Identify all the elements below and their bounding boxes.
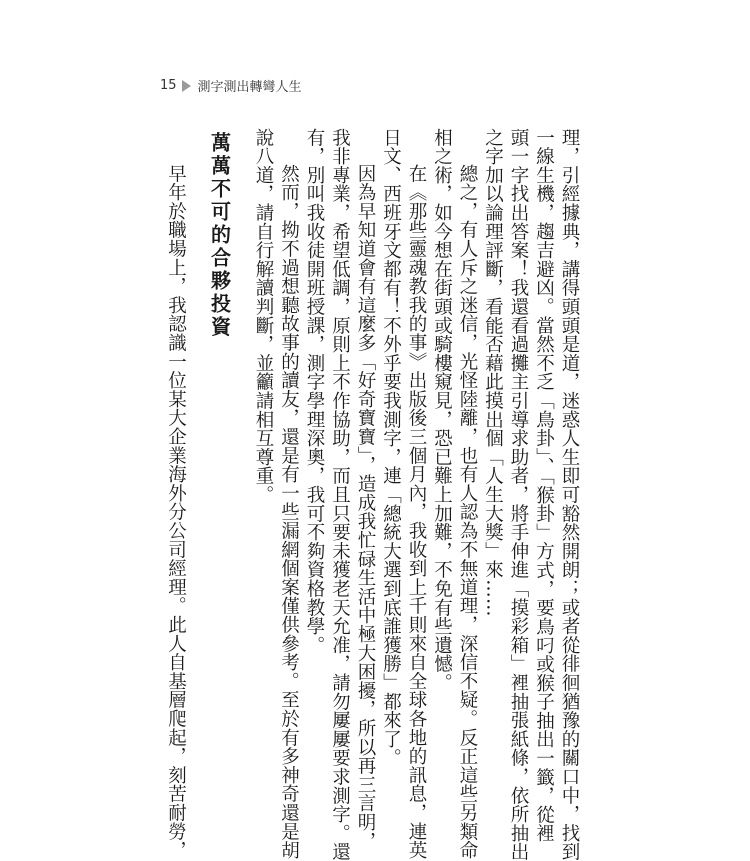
column-gap	[235, 128, 251, 728]
text-column: 然而，拗不過想聽故事的讀友，還是有一些漏網個案僅供參考。至於有多神奇還是胡	[278, 164, 300, 860]
triangle-arrow-icon	[182, 80, 191, 92]
text-column: 說八道，請自行解讀判斷，並籲請相互尊重。	[253, 128, 274, 504]
text-column: 我非專業，希望低調，原則上不作協助，而且只要未獲老天允准，請勿屢屢要求測字。還	[329, 128, 351, 861]
column-gap	[189, 128, 205, 728]
chapter-title: 測字測出轉彎人生	[197, 80, 302, 95]
text-column: 理，引經據典，講得頭頭是道，迷惑人生即可豁然開朗；或者從徘徊猶豫的關口中，找到	[559, 128, 580, 861]
text-column: 頭一字找出答案！我還看過攤主引導求助者，將手伸進「摸彩箱」裡抽張紙條，依所抽出	[508, 128, 529, 861]
text-column: 在《那些靈魂教我的事》出版後三個月內，我收到上千則來自全球各地的訊息，連英	[406, 164, 427, 860]
text-column: 一線生機，趨吉避凶。當然不乏「鳥卦」、「猴卦」方式，要鳥叼或猴子抽出一籤，從裡	[533, 128, 555, 843]
page-number: 15	[160, 78, 177, 93]
text-column: 因為早知道會有這麼多「好奇寶寶」，造成我忙碌生活中極大困擾，所以再三言明，	[355, 164, 376, 851]
text-column: 之字加以論理評斷，看能否藉此摸出個「人生大獎」來……	[482, 128, 504, 617]
text-column: 早年於職場上，我認識一位某大企業海外分公司經理。此人自基層爬起，刻苦耐勞，	[165, 164, 187, 860]
text-column: 相之術，如今想在街頭或騎樓窺見，恐已難上加難，不免有些遺憾。	[431, 128, 453, 692]
text-column: 總之，有人斥之迷信，光怪陸離，也有人認為不無道理，深信不疑。反正這些另類命	[457, 164, 478, 860]
body-text	[152, 128, 582, 861]
text-column: 日文、西班牙文都有！不外乎要我測字，連「總統大選到底誰獲勝」都來了。	[380, 128, 402, 768]
text-column: 有，別叫我收徒開班授課，測字學理深奧，我可不夠資格教學。	[304, 128, 325, 655]
running-header	[160, 76, 302, 95]
section-heading: 萬萬不可的合夥投資	[207, 132, 232, 339]
